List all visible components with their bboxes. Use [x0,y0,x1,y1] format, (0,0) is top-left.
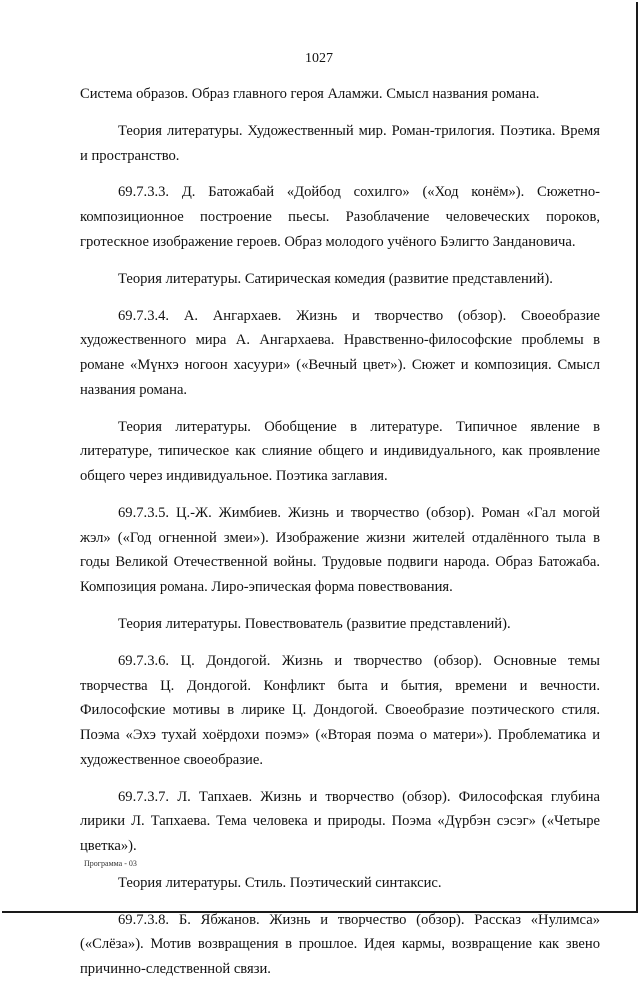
page-footer: Программа - 03 [84,859,137,868]
paragraph: Теория литературы. Художественный мир. Роман-трилогия. Поэтика. Время и пространство. [80,122,600,164]
paragraph: 69.7.3.7. Л. Тапхаев. Жизнь и творчество (обзор). Философская глубина лирики Л. Тапхаева. Тема человека и природы. Поэма «Дүрбэн сэсэг» («Четыре цветка»). [80,788,600,854]
paragraph: Теория литературы. Обобщение в литературе. Типичное явление в литературе, типическое как слияние общего и индивидуального, как проявление общего через индивидуальное. Поэтика заглавия. [80,418,600,485]
paragraph: 69.7.3.4. А. Ангархаев. Жизнь и творчество (обзор). Своеобразие художественного мира А. Ангархаева. Нравственно-философские проблемы в романе «Мүнхэ ногоон хасуури» («Вечный цвет»). Сюжет и композиция. Смысл названия романа. [80,307,600,398]
paragraph: Система образов. Образ главного героя Аламжи. Смысл названия романа. [80,86,540,102]
paragraph: 69.7.3.5. Ц.-Ж. Жимбиев. Жизнь и творчество (обзор). Роман «Гал могой жэл» («Год огненной змеи»). Изображение жизни жителей отдалённого тыла в годы Великой Отечественной войны. Трудовые подвиги народа. Образ Батожаба. Композиция романа. Лиро-эпическая форма повествования. [80,504,600,596]
page-body [80,82,600,994]
paragraph: Теория литературы. Стиль. Поэтический синтаксис. [118,874,442,891]
paragraph: 69.7.3.3. Д. Батожабай «Дойбод сохилго» («Ход конём»). Сюжетно-композиционное построение пьесы. Разоблачение человеческих пороков, гротескное изображение героев. Образ молодого учёного Бэлигто Зандановича. [80,184,600,250]
paragraph: 69.7.3.8. Б. Ябжанов. Жизнь и творчество (обзор). Рассказ «Нулимса» («Слёза»). Мотив возвращения в прошлое. Идея кармы, возвращение как звено причинно-следственной связи. [80,911,600,978]
document-page [2,2,638,978]
paragraph: 69.7.3.6. Ц. Дондогой. Жизнь и творчество (обзор). Основные темы творчества Ц. Дондогой. Конфликт быта и бытия, времени и вечности. Философские мотивы в лирике Ц. Дондогой. Своеобразие поэтического стиля. Поэма «Эхэ тухай хоёрдохи поэмэ» («Вторая поэма о матери»). Проблематика и художественное своеобразие. [80,652,600,768]
page-number: 1027 [305,51,333,66]
paragraph: Теория литературы. Повествователь (развитие представлений). [118,615,511,632]
paragraph: Теория литературы. Сатирическая комедия (развитие представлений). [118,270,553,287]
